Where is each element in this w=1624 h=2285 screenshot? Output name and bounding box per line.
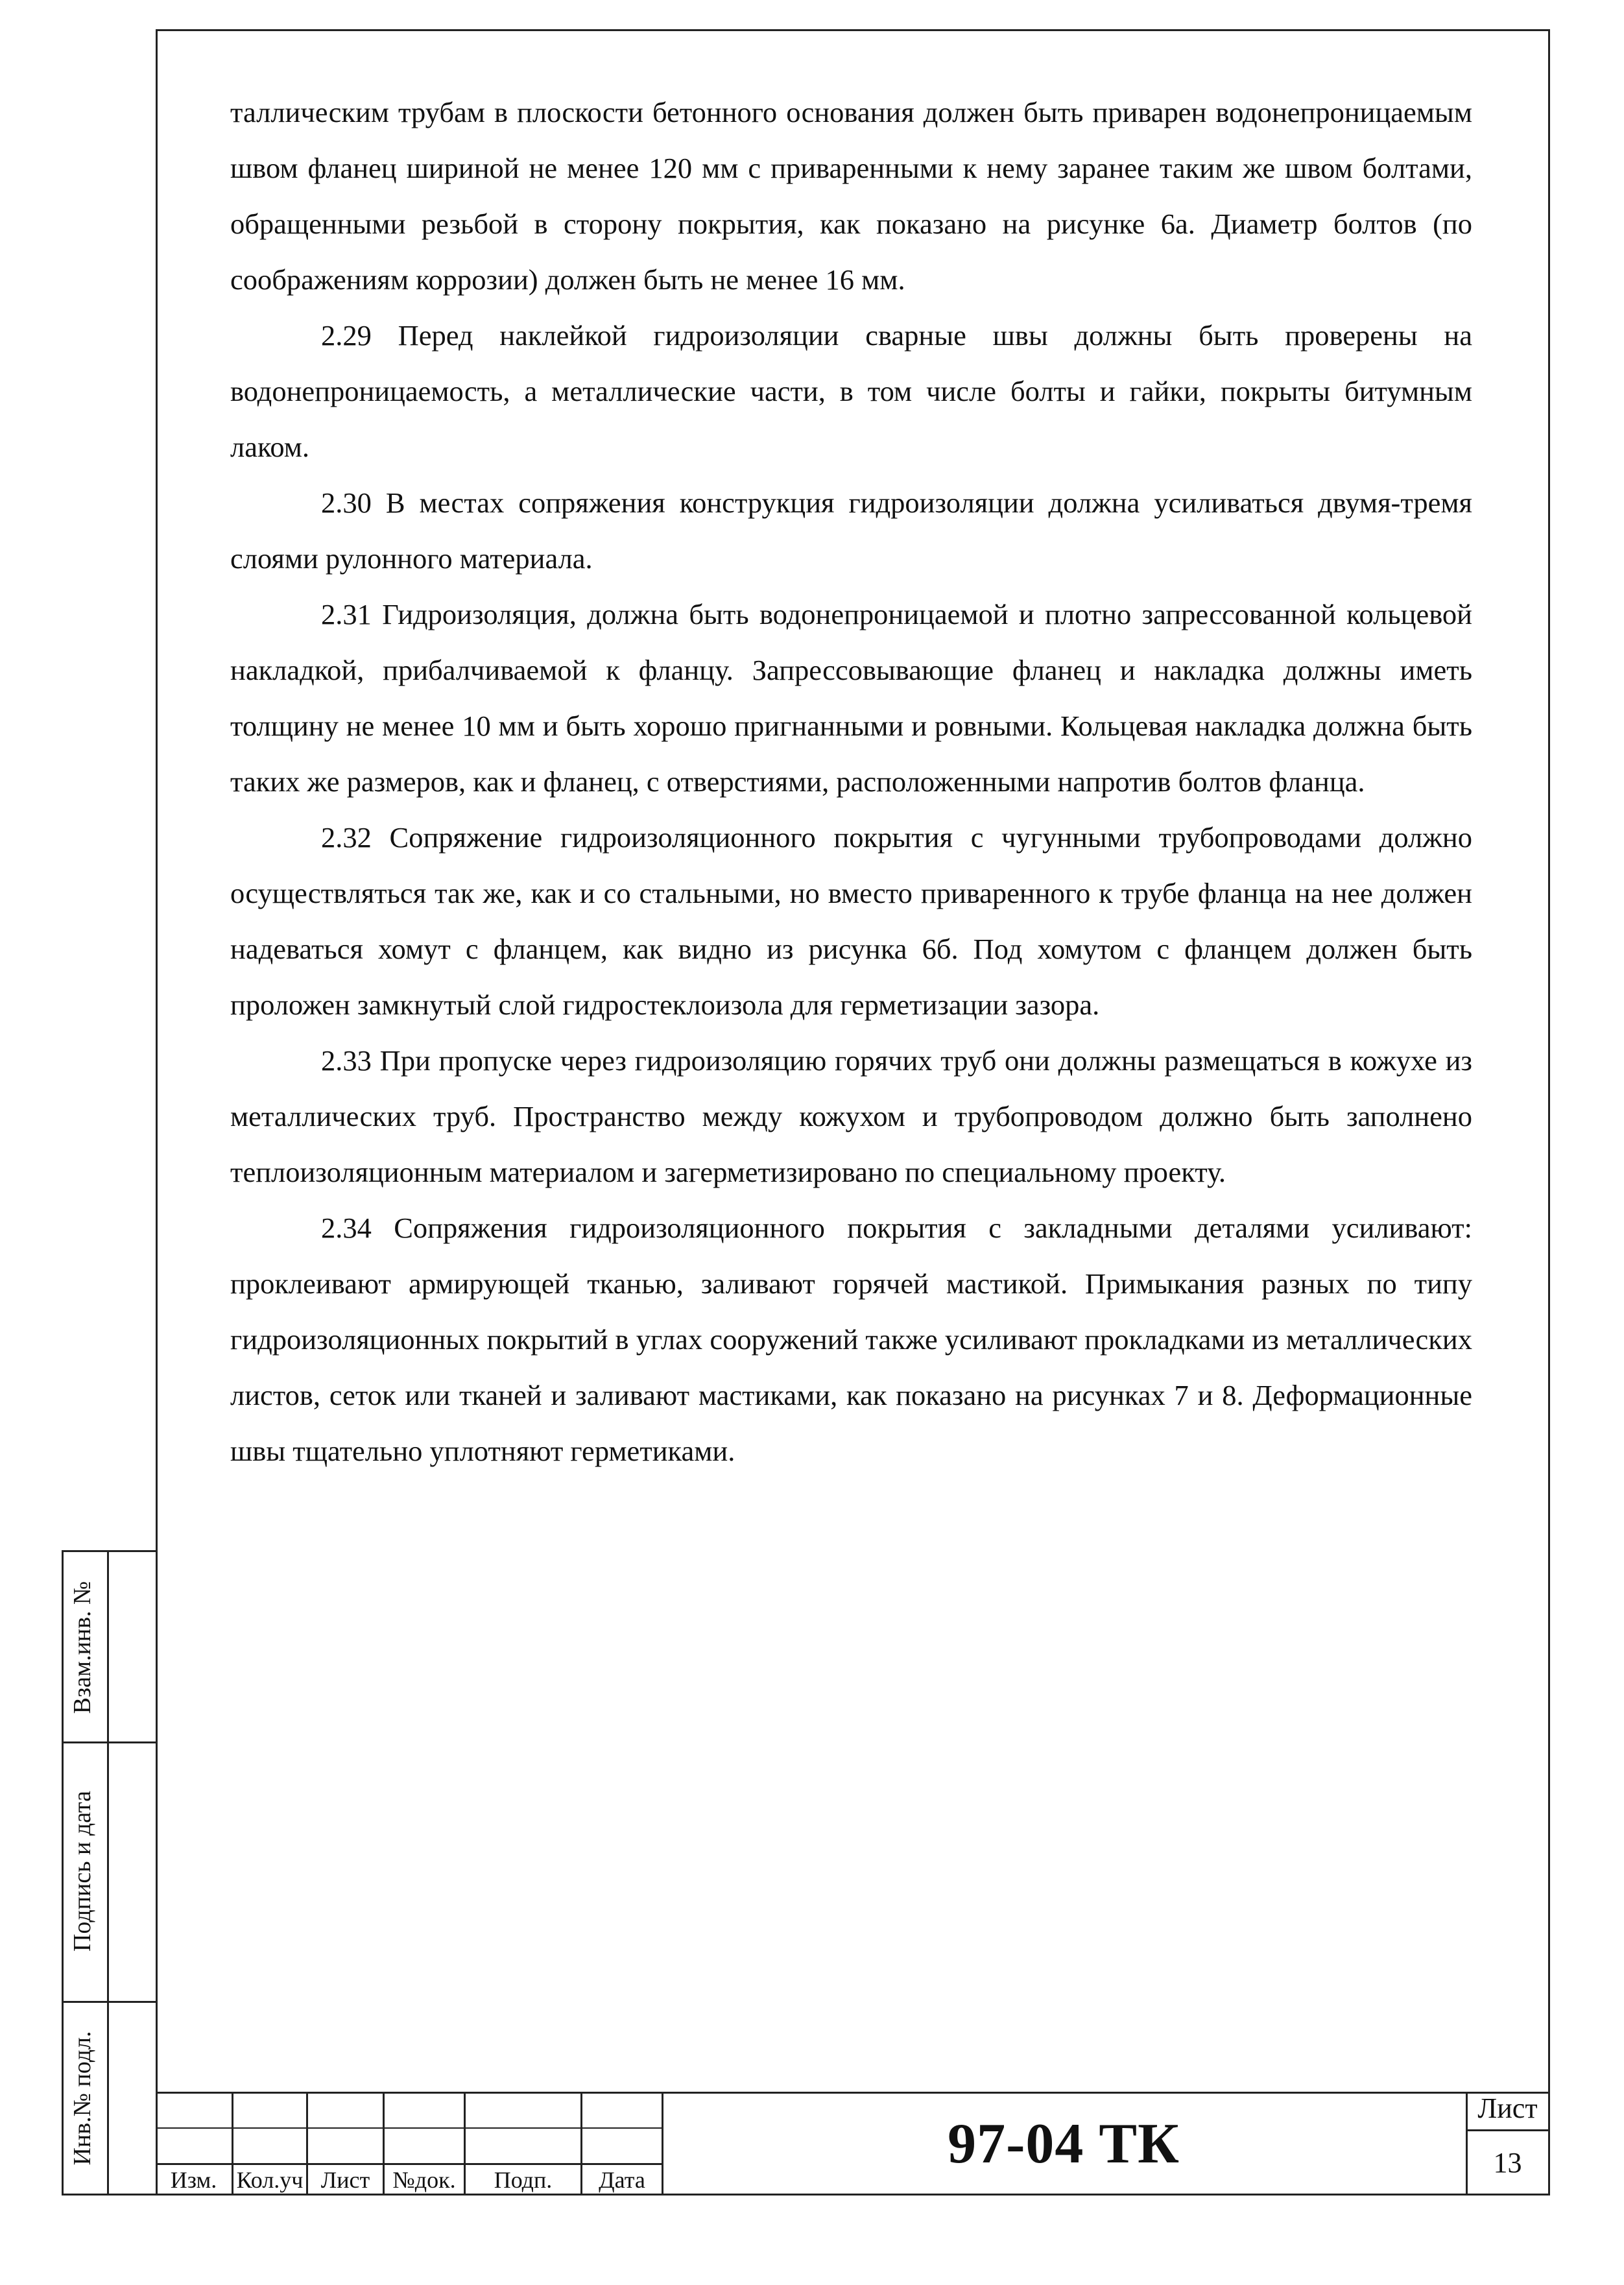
- title-block-col-list: Лист: [320, 2167, 370, 2193]
- title-block-col-izm: Изм.: [170, 2167, 217, 2193]
- paragraph-continuation: таллическим трубам в плоскости бетонного основания должен быть приварен водонепроницаемым швом фланец шириной не менее 120 мм с приваренными к нему заранее таким же швом болтами, обращенными резьбой в сторону покрытия, как показано на рисунке 6а. Диаметр болтов (по соображениям коррозии) должен быть не менее 16 мм.: [230, 96, 1472, 296]
- side-stamp-row-line: [62, 2001, 156, 2003]
- paragraph-2-29: 2.29 Перед наклейкой гидроизоляции сварные швы должны быть проверены на водонепроницаемость, а металлические части, в том числе болты и гайки, покрыты битумным лаком.: [230, 319, 1472, 463]
- document-code: 97-04 ТК: [948, 2112, 1180, 2175]
- body-text: [230, 84, 1472, 1479]
- side-stamp: [62, 1550, 156, 2195]
- side-stamp-bottom-border: [62, 2194, 156, 2195]
- side-label-vzam: Взам.инв. №: [69, 1581, 96, 1714]
- side-label-podpis: Подпись и дата: [69, 1790, 96, 1952]
- sheet-label: Лист: [1477, 2092, 1538, 2124]
- paragraph-2-30: 2.30 В местах сопряжения конструкция гидроизоляции должна усиливаться двумя-тремя слоями рулонного материала.: [230, 486, 1472, 575]
- paragraph-2-34: 2.34 Сопряжения гидроизоляционного покрытия с закладными деталями усиливают: проклеивают армирующей тканью, заливают горячей мастикой. Примыкания разных по типу гидроизоляционных покрытий в углах сооружений также усиливают прокладками из металлических листов, сеток или тканей и заливают мастиками, как показано на рисунках 7 и 8. Деформационные швы тщательно уплотняют герметиками.: [230, 1212, 1472, 1467]
- title-block-col-podp: Подп.: [494, 2167, 553, 2193]
- title-block-col-ndok: №док.: [392, 2167, 456, 2193]
- side-label-inv: Инв.№ подл.: [69, 2031, 96, 2166]
- side-stamp-divider: [107, 1550, 109, 2195]
- side-stamp-row-line: [62, 1741, 156, 1743]
- title-block-col-kol: Кол.уч: [236, 2167, 304, 2193]
- side-stamp-top-border: [62, 1550, 156, 1552]
- title-block-col-data: Дата: [599, 2167, 645, 2193]
- side-stamp-left-border: [62, 1550, 64, 2195]
- paragraph-2-32: 2.32 Сопряжение гидроизоляционного покрытия с чугунными трубопроводами должно осуществляться так же, как и со стальными, но вместо приваренного к трубе фланца на нее должен надеваться хомут с фланцем, как видно из рисунка 6б. Под хомутом с фланцем должен быть проложен замкнутый слой гидростеклоизола для герметизации зазора.: [230, 821, 1472, 1021]
- sheet-number: 13: [1493, 2146, 1522, 2179]
- paragraph-2-31: 2.31 Гидроизоляция, должна быть водонепроницаемой и плотно запрессованной кольцевой накладкой, прибалчиваемой к фланцу. Запрессовывающие фланец и накладка должны иметь толщину не менее 10 мм и быть хорошо пригнанными и ровными. Кольцевая накладка должна быть таких же размеров, как и фланец, с отверстиями, расположенными напротив болтов фланца.: [230, 598, 1472, 798]
- paragraph-2-33: 2.33 При пропуске через гидроизоляцию горячих труб они должны размещаться в кожухе из металлических труб. Пространство между кожухом и трубопроводом должно быть заполнено теплоизоляционным материалом и загерметизировано по специальному проекту.: [230, 1044, 1472, 1188]
